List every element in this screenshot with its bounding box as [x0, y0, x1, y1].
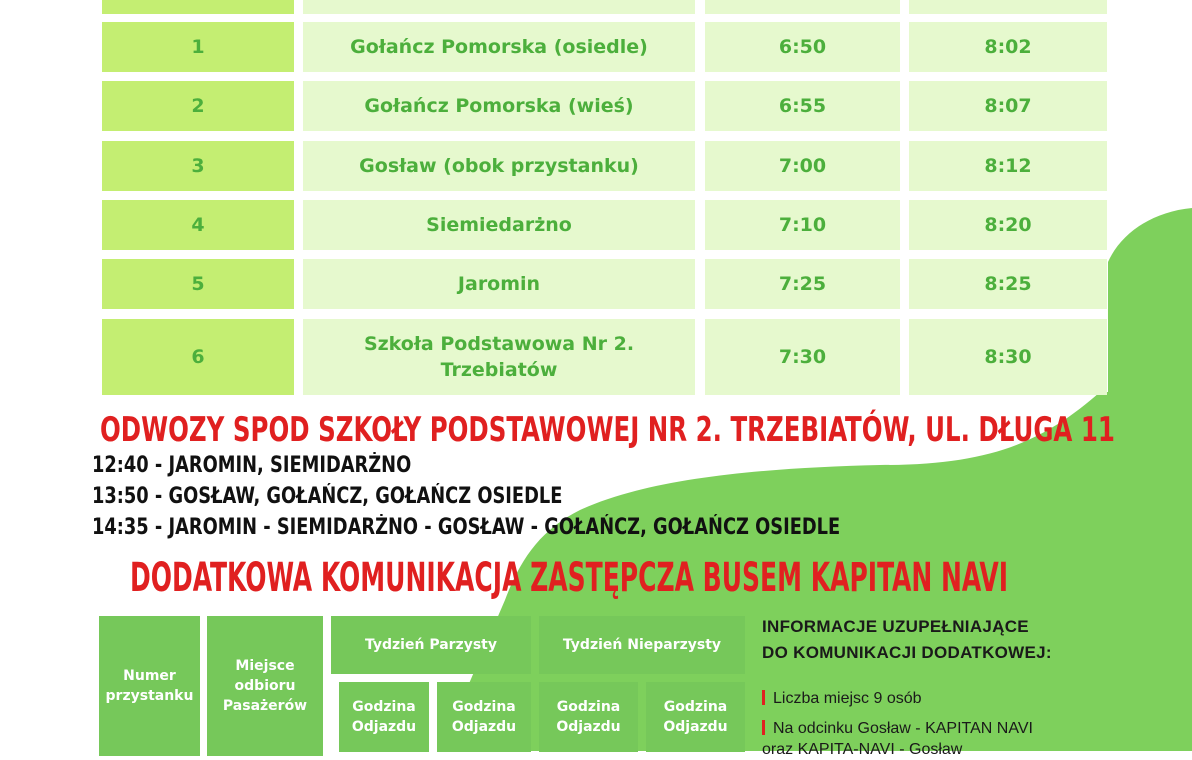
- return-line: 12:40 - JAROMIN, SIEMIDARŻNO: [92, 453, 412, 478]
- info-panel: [762, 614, 1052, 760]
- stop-number: 3: [102, 141, 294, 191]
- bullet-marker: [762, 690, 765, 705]
- info-bullet: [762, 718, 1052, 739]
- stop-place: Jaromin: [303, 259, 695, 309]
- departure-time-2: 8:25: [909, 259, 1107, 309]
- header-even-week: Tydzień Parzysty: [331, 616, 531, 674]
- stop-number: 6: [102, 319, 294, 395]
- extra-title: DODATKOWA KOMUNIKACJA ZASTĘPCZA BUSEM KAPITAN NAVI: [130, 555, 1009, 601]
- header-stop-number: Numer przystanku: [99, 616, 200, 756]
- stop-place: Gołańcz Pomorska (osiedle): [303, 22, 695, 72]
- table-header-cell: [102, 0, 294, 14]
- departure-time-1: 7:30: [705, 319, 900, 395]
- departure-time-2: 8:12: [909, 141, 1107, 191]
- header-odd-week: Tydzień Nieparzysty: [539, 616, 745, 674]
- departure-time-2: 8:02: [909, 22, 1107, 72]
- header-departure-time: Godzina Odjazdu: [437, 682, 531, 752]
- header-departure-time: Godzina Odjazdu: [339, 682, 429, 752]
- return-line: 13:50 - GOSŁAW, GOŁAŃCZ, GOŁAŃCZ OSIEDLE: [92, 484, 563, 509]
- info-bullet-continuation: oraz KAPITA-NAVI - Gosław: [762, 741, 963, 758]
- info-bullet: [762, 688, 1052, 709]
- table-header-cell: [909, 0, 1107, 14]
- return-line: 14:35 - JAROMIN - SIEMIDARŻNO - GOSŁAW - GOŁAŃCZ, GOŁAŃCZ OSIEDLE: [92, 515, 841, 540]
- stop-number: 5: [102, 259, 294, 309]
- stop-place: Szkoła Podstawowa Nr 2. Trzebiatów: [303, 319, 695, 395]
- info-title-line-2: DO KOMUNIKACJI DODATKOWEJ:: [762, 643, 1052, 662]
- departure-time-2: 8:07: [909, 81, 1107, 131]
- info-bullet-text: Na odcinku Gosław - KAPITAN NAVI: [773, 720, 1033, 737]
- header-departure-time: Godzina Odjazdu: [539, 682, 638, 752]
- bullet-marker: [762, 720, 765, 735]
- departure-time-1: 6:50: [705, 22, 900, 72]
- stop-number: 4: [102, 200, 294, 250]
- stop-number: 1: [102, 22, 294, 72]
- stop-place: Gołańcz Pomorska (wieś): [303, 81, 695, 131]
- header-departure-time: Godzina Odjazdu: [646, 682, 745, 752]
- departure-time-1: 7:10: [705, 200, 900, 250]
- stop-number: 2: [102, 81, 294, 131]
- stop-place: Gosław (obok przystanku): [303, 141, 695, 191]
- header-pickup-place: Miejsce odbioru Pasażerów: [207, 616, 323, 756]
- departure-time-1: 6:55: [705, 81, 900, 131]
- info-bullet-text: Liczba miejsc 9 osób: [773, 690, 922, 707]
- departure-time-2: 8:20: [909, 200, 1107, 250]
- departure-time-2: 8:30: [909, 319, 1107, 395]
- table-header-cell: [705, 0, 900, 14]
- returns-title: ODWOZY SPOD SZKOŁY PODSTAWOWEJ NR 2. TRZEBIATÓW, UL. DŁUGA 11: [100, 410, 1115, 450]
- departure-time-1: 7:00: [705, 141, 900, 191]
- departure-time-1: 7:25: [705, 259, 900, 309]
- stop-place: Siemiedarżno: [303, 200, 695, 250]
- info-title-line-1: INFORMACJE UZUPEŁNIAJĄCE: [762, 617, 1029, 636]
- table-header-cell: [303, 0, 695, 14]
